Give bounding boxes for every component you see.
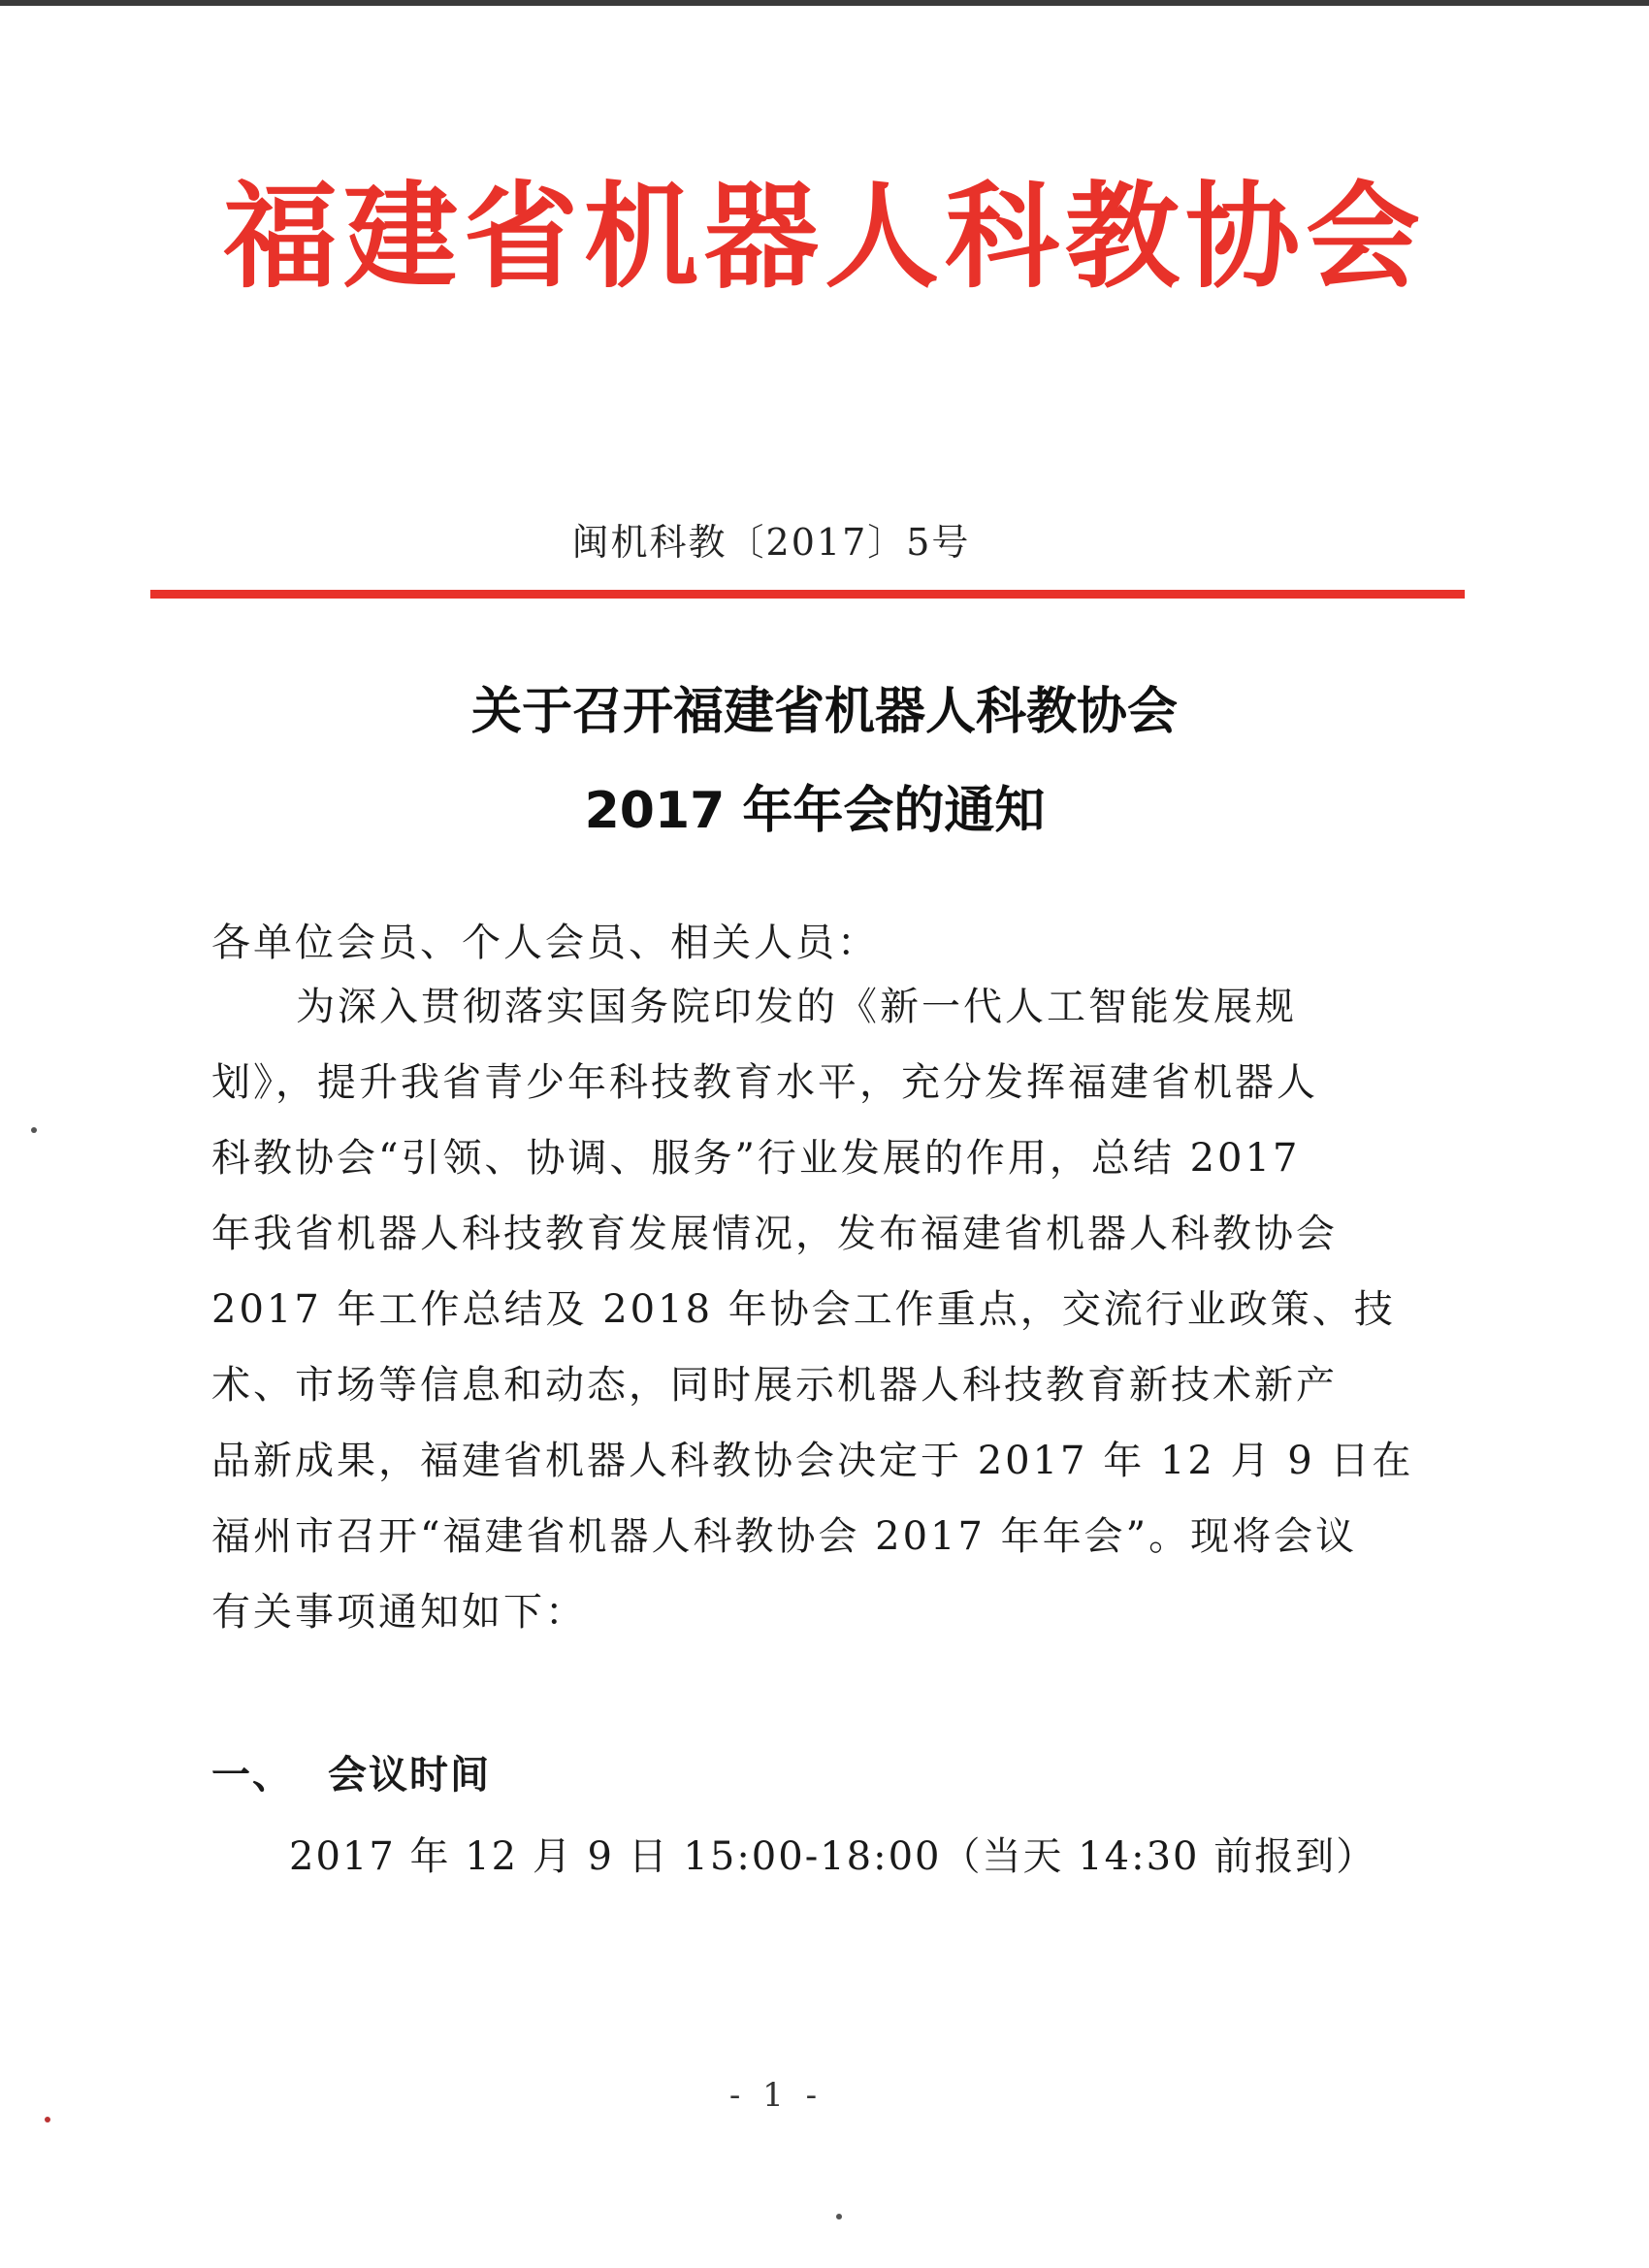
body-line: 划》，提升我省青少年科技教育水平，充分发挥福建省机器人 [211,1060,1318,1105]
section-number: 一、 [211,1753,293,1798]
body-line: 2017 年工作总结及 2018 年协会工作重点，交流行业政策、技 [211,1287,1396,1332]
body-line: 术、市场等信息和动态，同时展示机器人科技教育新技术新产 [211,1363,1338,1408]
body-line: 品新成果，福建省机器人科教协会决定于 2017 年 12 月 9 日在 [211,1439,1414,1483]
scan-top-edge [0,0,1649,6]
notice-title-line-1: 关于召开福建省机器人科教协会 [470,683,1178,741]
section-title: 会议时间 [328,1753,491,1798]
body-line: 年我省机器人科技教育发展情况，发布福建省机器人科教协会 [211,1212,1338,1256]
page-number: - 1 - [728,2076,824,2115]
body-line: 福州市召开“福建省机器人科教协会 2017 年年会”。现将会议 [211,1514,1358,1559]
salutation: 各单位会员、个人会员、相关人员： [211,921,879,965]
notice-title-line-2: 2017 年年会的通知 [584,782,1046,840]
scan-speck [836,2214,842,2219]
section-heading-meeting-time [211,1744,491,1799]
meeting-time-text: 2017 年 12 月 9 日 15:00-18:00（当天 14:30 前报到） [289,1834,1377,1879]
body-line: 有关事项通知如下： [211,1590,587,1635]
organization-header: 福建省机器人科教协会 [222,170,1426,304]
document-number: 闽机科教〔2017〕5号 [571,521,971,564]
red-divider-line [150,590,1465,599]
scan-speck [45,2117,50,2122]
body-line: 科教协会“引领、协调、服务”行业发展的作用，总结 2017 [211,1136,1301,1181]
scan-speck [31,1127,37,1133]
body-line: 为深入贯彻落实国务院印发的《新一代人工智能发展规 [296,985,1297,1029]
